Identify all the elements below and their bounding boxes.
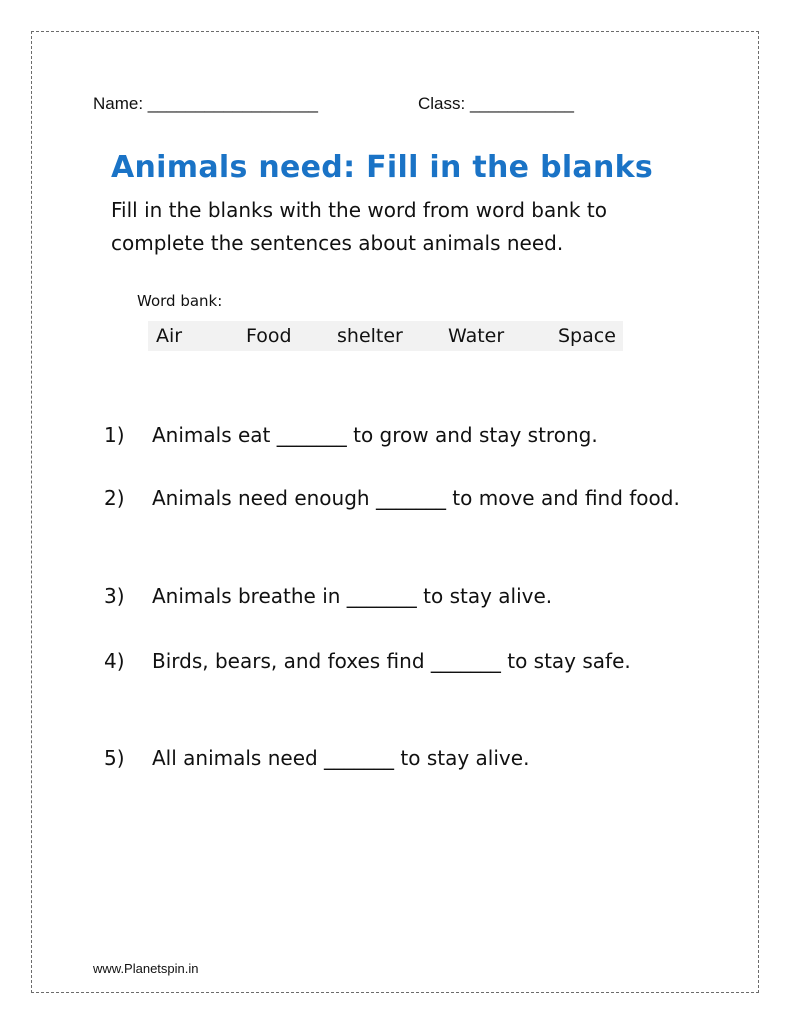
- question-number: 1): [104, 423, 125, 447]
- word-bank-item: Air: [156, 325, 183, 347]
- question-number: 5): [104, 746, 125, 770]
- question-text: All animals need _______ to stay alive.: [152, 746, 530, 770]
- question-2: [104, 482, 704, 515]
- question-number: 3): [104, 584, 125, 608]
- class-field: Class: ___________: [418, 94, 574, 113]
- footer-website: www.Planetspin.in: [93, 961, 199, 976]
- word-bank-item: Space: [558, 325, 616, 347]
- question-number: 2): [104, 486, 125, 510]
- worksheet-title: Animals need: Fill in the blanks: [111, 150, 654, 185]
- question-1: [104, 419, 704, 452]
- question-number: 4): [104, 649, 125, 673]
- question-5: [104, 742, 704, 775]
- question-text: Animals eat _______ to grow and stay strong.: [152, 423, 598, 447]
- word-bank-item: Water: [448, 325, 505, 347]
- question-text: Birds, bears, and foxes find _______ to stay safe.: [152, 649, 631, 673]
- word-bank: [148, 321, 623, 351]
- word-bank-item: shelter: [337, 325, 403, 347]
- question-text: Animals need enough _______ to move and find food.: [152, 486, 680, 510]
- question-3: [104, 580, 704, 613]
- question-4: [104, 645, 704, 678]
- word-bank-label: Word bank:: [137, 292, 223, 310]
- name-field: Name: __________________: [93, 94, 318, 113]
- instructions: Fill in the blanks with the word from word bank to complete the sentences about animals need.: [111, 198, 607, 255]
- word-bank-item: Food: [246, 325, 292, 347]
- question-text: Animals breathe in _______ to stay alive.: [152, 584, 553, 608]
